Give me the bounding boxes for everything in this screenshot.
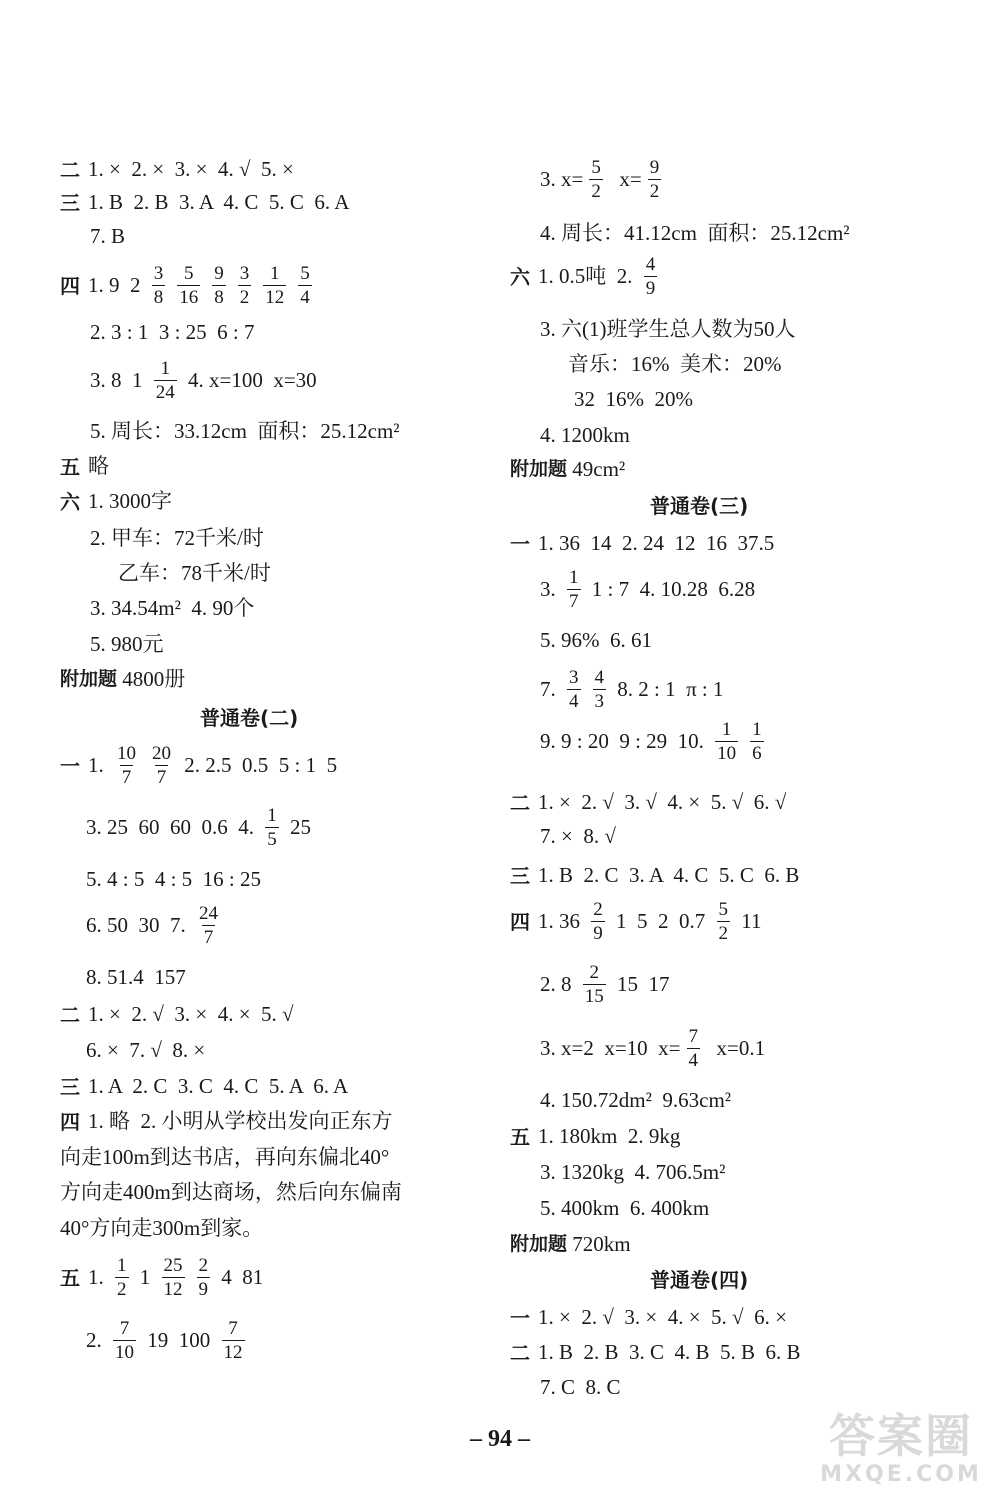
watermark-logo xyxy=(816,1400,986,1495)
bonus-label: 附加题 xyxy=(60,668,118,690)
answer-line xyxy=(60,1147,389,1168)
fraction-denominator: 10 xyxy=(717,743,737,764)
section-number: 一 xyxy=(60,753,80,778)
answer-text: 1. 3000字 xyxy=(88,489,172,513)
answer-line xyxy=(540,568,755,611)
answer-text: 1. × 2. √ 3. √ 4. × 5. √ 6. √ xyxy=(538,790,787,814)
bonus-label: 附加题 xyxy=(510,458,568,480)
fraction xyxy=(687,1027,701,1070)
fraction xyxy=(152,264,166,307)
section-number: 四 xyxy=(510,909,530,934)
fraction-denominator: 7 xyxy=(121,767,132,788)
answer-line xyxy=(200,708,298,728)
answer-text: 6. 50 30 7. xyxy=(86,913,191,937)
answer-line xyxy=(118,563,271,584)
fraction-numerator: 2 xyxy=(589,962,599,983)
answer-line xyxy=(60,1004,294,1025)
fraction xyxy=(591,900,605,943)
answer-text: 3. x= xyxy=(540,167,584,191)
answer-line xyxy=(60,1111,393,1132)
answer-line xyxy=(60,1256,263,1299)
fraction-numerator: 5 xyxy=(718,899,728,920)
fraction xyxy=(593,668,607,711)
fraction-numerator: 1 xyxy=(569,567,579,588)
fraction-denominator: 3 xyxy=(594,691,604,712)
fraction-numerator: 25 xyxy=(163,1255,183,1276)
answer-line xyxy=(510,255,663,298)
answer-line xyxy=(510,1234,631,1255)
answer-text: 5. 96% 6. 61 xyxy=(540,628,652,652)
fraction-denominator: 6 xyxy=(752,743,762,764)
fraction xyxy=(177,264,200,307)
answer-text: 1 xyxy=(134,1265,156,1289)
fraction xyxy=(648,158,662,201)
answer-line xyxy=(540,1198,709,1219)
paper-title: 普通卷(三) xyxy=(650,494,749,518)
answer-line xyxy=(60,264,318,307)
answer-line xyxy=(86,967,186,988)
answer-text: 2. xyxy=(86,1328,107,1352)
answer-text: 720km xyxy=(567,1232,631,1256)
answer-text: 7. C 8. C xyxy=(540,1375,621,1399)
section-number: 二 xyxy=(510,790,530,815)
answer-line xyxy=(568,354,782,375)
answer-text: 11 xyxy=(736,909,762,933)
answer-text: 1. 180km 2. 9kg xyxy=(538,1124,681,1148)
answer-text: 5. 周长：33.12cm 面积：25.12cm² xyxy=(90,419,400,443)
section-number: 二 xyxy=(510,1340,530,1365)
answer-text: 1. B 2. B 3. C 4. B 5. B 6. B xyxy=(538,1340,801,1364)
answer-line xyxy=(510,792,786,813)
answer-text: 6. × 7. √ 8. × xyxy=(86,1038,206,1062)
fraction-numerator: 20 xyxy=(152,743,171,764)
fraction xyxy=(263,264,286,307)
fraction-numerator: 2 xyxy=(198,1255,208,1276)
fraction xyxy=(238,264,252,307)
fraction-numerator: 3 xyxy=(153,263,164,284)
answer-line xyxy=(510,1126,680,1147)
answer-text: 2. 3 : 1 3 : 25 6 : 7 xyxy=(90,320,255,344)
answer-line xyxy=(86,806,311,849)
answer-text: 1. A 2. C 3. C 4. C 5. A 6. A xyxy=(88,1074,349,1098)
answer-text: 25 xyxy=(284,815,311,839)
fraction xyxy=(154,359,177,402)
fraction-numerator: 1 xyxy=(117,1255,127,1276)
fraction xyxy=(750,720,764,763)
answer-text: 1. 略 2. 小明从学校出发向正东方 xyxy=(88,1109,393,1133)
answer-line xyxy=(60,159,294,180)
fraction-denominator: 7 xyxy=(156,767,167,788)
fraction-denominator: 12 xyxy=(163,1279,183,1300)
section-number: 六 xyxy=(60,489,80,514)
answer-line xyxy=(60,1076,348,1097)
section-number: 一 xyxy=(510,531,530,556)
answer-line xyxy=(60,1218,263,1239)
answer-text: 7. xyxy=(540,677,561,701)
answer-text: 1. × 2. × 3. × 4. √ 5. × xyxy=(88,157,294,181)
fraction-denominator: 2 xyxy=(591,181,601,202)
fraction xyxy=(567,668,581,711)
answer-text: 9. 9 : 20 9 : 29 10. xyxy=(540,729,710,753)
answer-line xyxy=(540,630,652,651)
answer-line xyxy=(90,359,317,402)
answer-line xyxy=(540,668,724,711)
answer-text: 8. 51.4 157 xyxy=(86,965,186,989)
answer-line xyxy=(60,456,109,477)
answer-text: 19 100 xyxy=(142,1328,216,1352)
answer-text: 略 xyxy=(88,454,109,478)
fraction-numerator: 2 xyxy=(593,899,603,920)
fraction xyxy=(583,963,606,1006)
answer-text: 15 17 xyxy=(611,972,670,996)
paper-title: 普通卷(四) xyxy=(650,1268,749,1292)
answer-text: 7. × 8. √ xyxy=(540,824,616,848)
answer-line xyxy=(86,1319,251,1362)
answer-line xyxy=(90,322,255,343)
fraction xyxy=(212,264,226,307)
fraction-denominator: 15 xyxy=(584,986,604,1007)
answer-line xyxy=(650,496,748,516)
fraction-numerator: 7 xyxy=(119,1318,130,1339)
fraction xyxy=(115,1256,129,1299)
fraction-numerator: 9 xyxy=(649,157,660,178)
section-number: 三 xyxy=(60,190,80,215)
answer-text: 4. 周长：41.12cm 面积：25.12cm² xyxy=(540,221,850,245)
section-number: 四 xyxy=(60,1109,80,1134)
fraction xyxy=(644,255,658,298)
answer-text: 1. 36 14 2. 24 12 16 37.5 xyxy=(538,531,775,555)
fraction xyxy=(197,1256,211,1299)
answer-text: 49cm² xyxy=(567,457,626,481)
fraction xyxy=(162,1256,185,1299)
answer-line xyxy=(60,669,185,690)
bonus-label: 附加题 xyxy=(510,1233,568,1255)
fraction-denominator: 7 xyxy=(203,927,214,948)
answer-text: 5. 980元 xyxy=(90,632,164,656)
answer-text: 4. x=100 x=30 xyxy=(182,368,317,392)
fraction-numerator: 1 xyxy=(270,263,280,284)
answer-line xyxy=(86,904,226,947)
fraction-denominator: 2 xyxy=(649,181,660,202)
fraction-denominator: 5 xyxy=(267,829,277,850)
fraction-denominator: 8 xyxy=(153,287,164,308)
answer-text: 2. 甲车：72千米/时 xyxy=(90,526,264,550)
fraction-numerator: 3 xyxy=(569,667,579,688)
answer-line xyxy=(540,1162,725,1183)
fraction-denominator: 12 xyxy=(223,1342,243,1363)
fraction-denominator: 2 xyxy=(239,287,250,308)
answer-text: 3. 34.54m² 4. 90个 xyxy=(90,596,255,620)
answer-text: 1. × 2. √ 3. × 4. × 5. √ 6. × xyxy=(538,1305,787,1329)
answer-text: 1. 0.5吨 2. xyxy=(538,264,638,288)
answer-line xyxy=(90,226,125,247)
paper-title: 普通卷(二) xyxy=(200,706,299,730)
fraction-denominator: 8 xyxy=(214,287,224,308)
answer-line xyxy=(540,223,850,244)
answer-line xyxy=(650,1270,748,1290)
answer-text: 1 : 7 4. 10.28 6.28 xyxy=(586,577,756,601)
fraction-numerator: 1 xyxy=(721,719,732,740)
fraction-numerator: 4 xyxy=(594,667,604,688)
answer-line xyxy=(510,533,774,554)
fraction-denominator: 2 xyxy=(117,1279,127,1300)
answer-text: 4. 1200km xyxy=(540,423,630,447)
fraction-numerator: 24 xyxy=(199,903,218,924)
section-number: 二 xyxy=(60,157,80,182)
section-number: 二 xyxy=(60,1002,80,1027)
answer-line xyxy=(60,1182,402,1203)
answer-text: 音乐：16% 美术：20% xyxy=(568,352,782,376)
answer-text: 40°方向走300m到家。 xyxy=(60,1216,264,1240)
fraction-denominator: 10 xyxy=(115,1342,134,1363)
answer-line xyxy=(510,459,625,480)
fraction xyxy=(717,900,731,943)
answer-line xyxy=(90,634,164,655)
answer-line xyxy=(90,528,264,549)
answer-line xyxy=(60,491,172,512)
answer-line xyxy=(540,319,796,340)
answer-text: 1. xyxy=(88,1265,109,1289)
answer-line xyxy=(510,1342,801,1363)
answer-text: x=0.1 xyxy=(706,1036,766,1060)
fraction xyxy=(589,158,603,201)
answer-line xyxy=(540,1377,621,1398)
fraction-numerator: 5 xyxy=(184,263,194,284)
answer-text: 方向走400m到达商场，然后向东偏南 xyxy=(60,1180,402,1204)
answer-text: 乙车：78千米/时 xyxy=(118,561,271,585)
fraction-denominator: 24 xyxy=(155,382,175,403)
answer-text: 3. 六(1)班学生总人数为50人 xyxy=(540,317,796,341)
answer-text: 2. 8 xyxy=(540,972,577,996)
watermark-text: 答案圈 xyxy=(829,1409,973,1463)
fraction xyxy=(715,720,738,763)
answer-text: 1. B 2. C 3. A 4. C 5. C 6. B xyxy=(538,863,800,887)
answer-line xyxy=(540,826,616,847)
fraction-denominator: 9 xyxy=(198,1279,208,1300)
fraction-numerator: 7 xyxy=(228,1318,238,1339)
answer-line xyxy=(540,963,670,1006)
fraction-numerator: 5 xyxy=(591,157,601,178)
fraction-numerator: 10 xyxy=(117,743,136,764)
fraction-numerator: 7 xyxy=(688,1026,699,1047)
section-number: 一 xyxy=(510,1305,530,1330)
answer-text: 1. B 2. B 3. A 4. C 5. C 6. A xyxy=(88,190,350,214)
fraction-denominator: 9 xyxy=(645,278,656,299)
answer-text: 3. xyxy=(540,577,561,601)
section-number: 五 xyxy=(60,1265,80,1290)
answer-text: 1 5 2 0.7 xyxy=(610,909,711,933)
answer-line xyxy=(510,900,761,943)
answer-line xyxy=(510,1307,787,1328)
answer-text: 3. 8 1 xyxy=(90,368,148,392)
fraction-denominator: 7 xyxy=(569,591,579,612)
answer-text: 5. 4 : 5 4 : 5 16 : 25 xyxy=(86,867,262,891)
section-number: 五 xyxy=(60,454,80,479)
fraction xyxy=(115,744,138,787)
fraction-denominator: 4 xyxy=(688,1050,699,1071)
answer-text: 1. 9 2 xyxy=(88,273,146,297)
fraction-numerator: 1 xyxy=(752,719,762,740)
fraction-numerator: 1 xyxy=(267,805,277,826)
answer-text: 3. x=2 x=10 x= xyxy=(540,1036,681,1060)
answer-line xyxy=(574,389,693,410)
answer-text: 1. 36 xyxy=(538,909,586,933)
section-number: 三 xyxy=(60,1074,80,1099)
fraction xyxy=(150,744,173,787)
fraction xyxy=(113,1319,136,1362)
fraction-denominator: 16 xyxy=(179,287,199,308)
answer-text: 3. 25 60 60 0.6 4. xyxy=(86,815,260,839)
answer-line xyxy=(86,1040,205,1061)
section-number: 五 xyxy=(510,1124,530,1149)
answer-line xyxy=(86,869,261,890)
answer-line xyxy=(540,158,667,201)
fraction xyxy=(197,904,220,947)
fraction xyxy=(298,264,312,307)
section-number: 三 xyxy=(510,863,530,888)
fraction-numerator: 9 xyxy=(214,263,224,284)
answer-text: 32 16% 20% xyxy=(574,387,693,411)
fraction xyxy=(222,1319,245,1362)
answer-text: 7. B xyxy=(90,224,126,248)
answer-line xyxy=(60,192,349,213)
answer-text: 5. 400km 6. 400km xyxy=(540,1196,710,1220)
fraction-denominator: 4 xyxy=(569,691,579,712)
answer-line xyxy=(540,1027,765,1070)
answer-text: 1. xyxy=(88,753,109,777)
answer-text: 4 81 xyxy=(216,1265,264,1289)
answer-line xyxy=(90,421,400,442)
fraction-numerator: 4 xyxy=(645,254,656,275)
fraction-denominator: 2 xyxy=(718,923,728,944)
section-number: 六 xyxy=(510,264,530,289)
fraction-denominator: 12 xyxy=(265,287,285,308)
answer-line xyxy=(540,425,630,446)
fraction xyxy=(567,568,581,611)
fraction-denominator: 9 xyxy=(593,923,603,944)
answer-text: 4. 150.72dm² 9.63cm² xyxy=(540,1088,732,1112)
answer-text: 2. 2.5 0.5 5 : 1 5 xyxy=(179,753,338,777)
page-number: – 94 – xyxy=(470,1426,530,1452)
answer-line xyxy=(90,598,254,619)
answer-text: x= xyxy=(608,167,642,191)
fraction-numerator: 3 xyxy=(239,263,250,284)
fraction xyxy=(265,806,279,849)
answer-text: 1. × 2. √ 3. × 4. × 5. √ xyxy=(88,1002,294,1026)
answer-line xyxy=(60,744,337,787)
answer-text: 3. 1320kg 4. 706.5m² xyxy=(540,1160,726,1184)
answer-line xyxy=(540,1090,731,1111)
answer-text: 4800册 xyxy=(117,667,186,691)
answer-text: 向走100m到达书店，再向东偏北40° xyxy=(60,1145,390,1169)
fraction-numerator: 1 xyxy=(160,358,170,379)
section-number: 四 xyxy=(60,273,80,298)
answer-line xyxy=(540,720,770,763)
fraction-denominator: 4 xyxy=(300,287,310,308)
answer-text: 8. 2 : 1 π : 1 xyxy=(612,677,724,701)
answer-line xyxy=(510,865,799,886)
fraction-numerator: 5 xyxy=(300,263,310,284)
watermark-url: MXQE.COM xyxy=(820,1462,982,1487)
